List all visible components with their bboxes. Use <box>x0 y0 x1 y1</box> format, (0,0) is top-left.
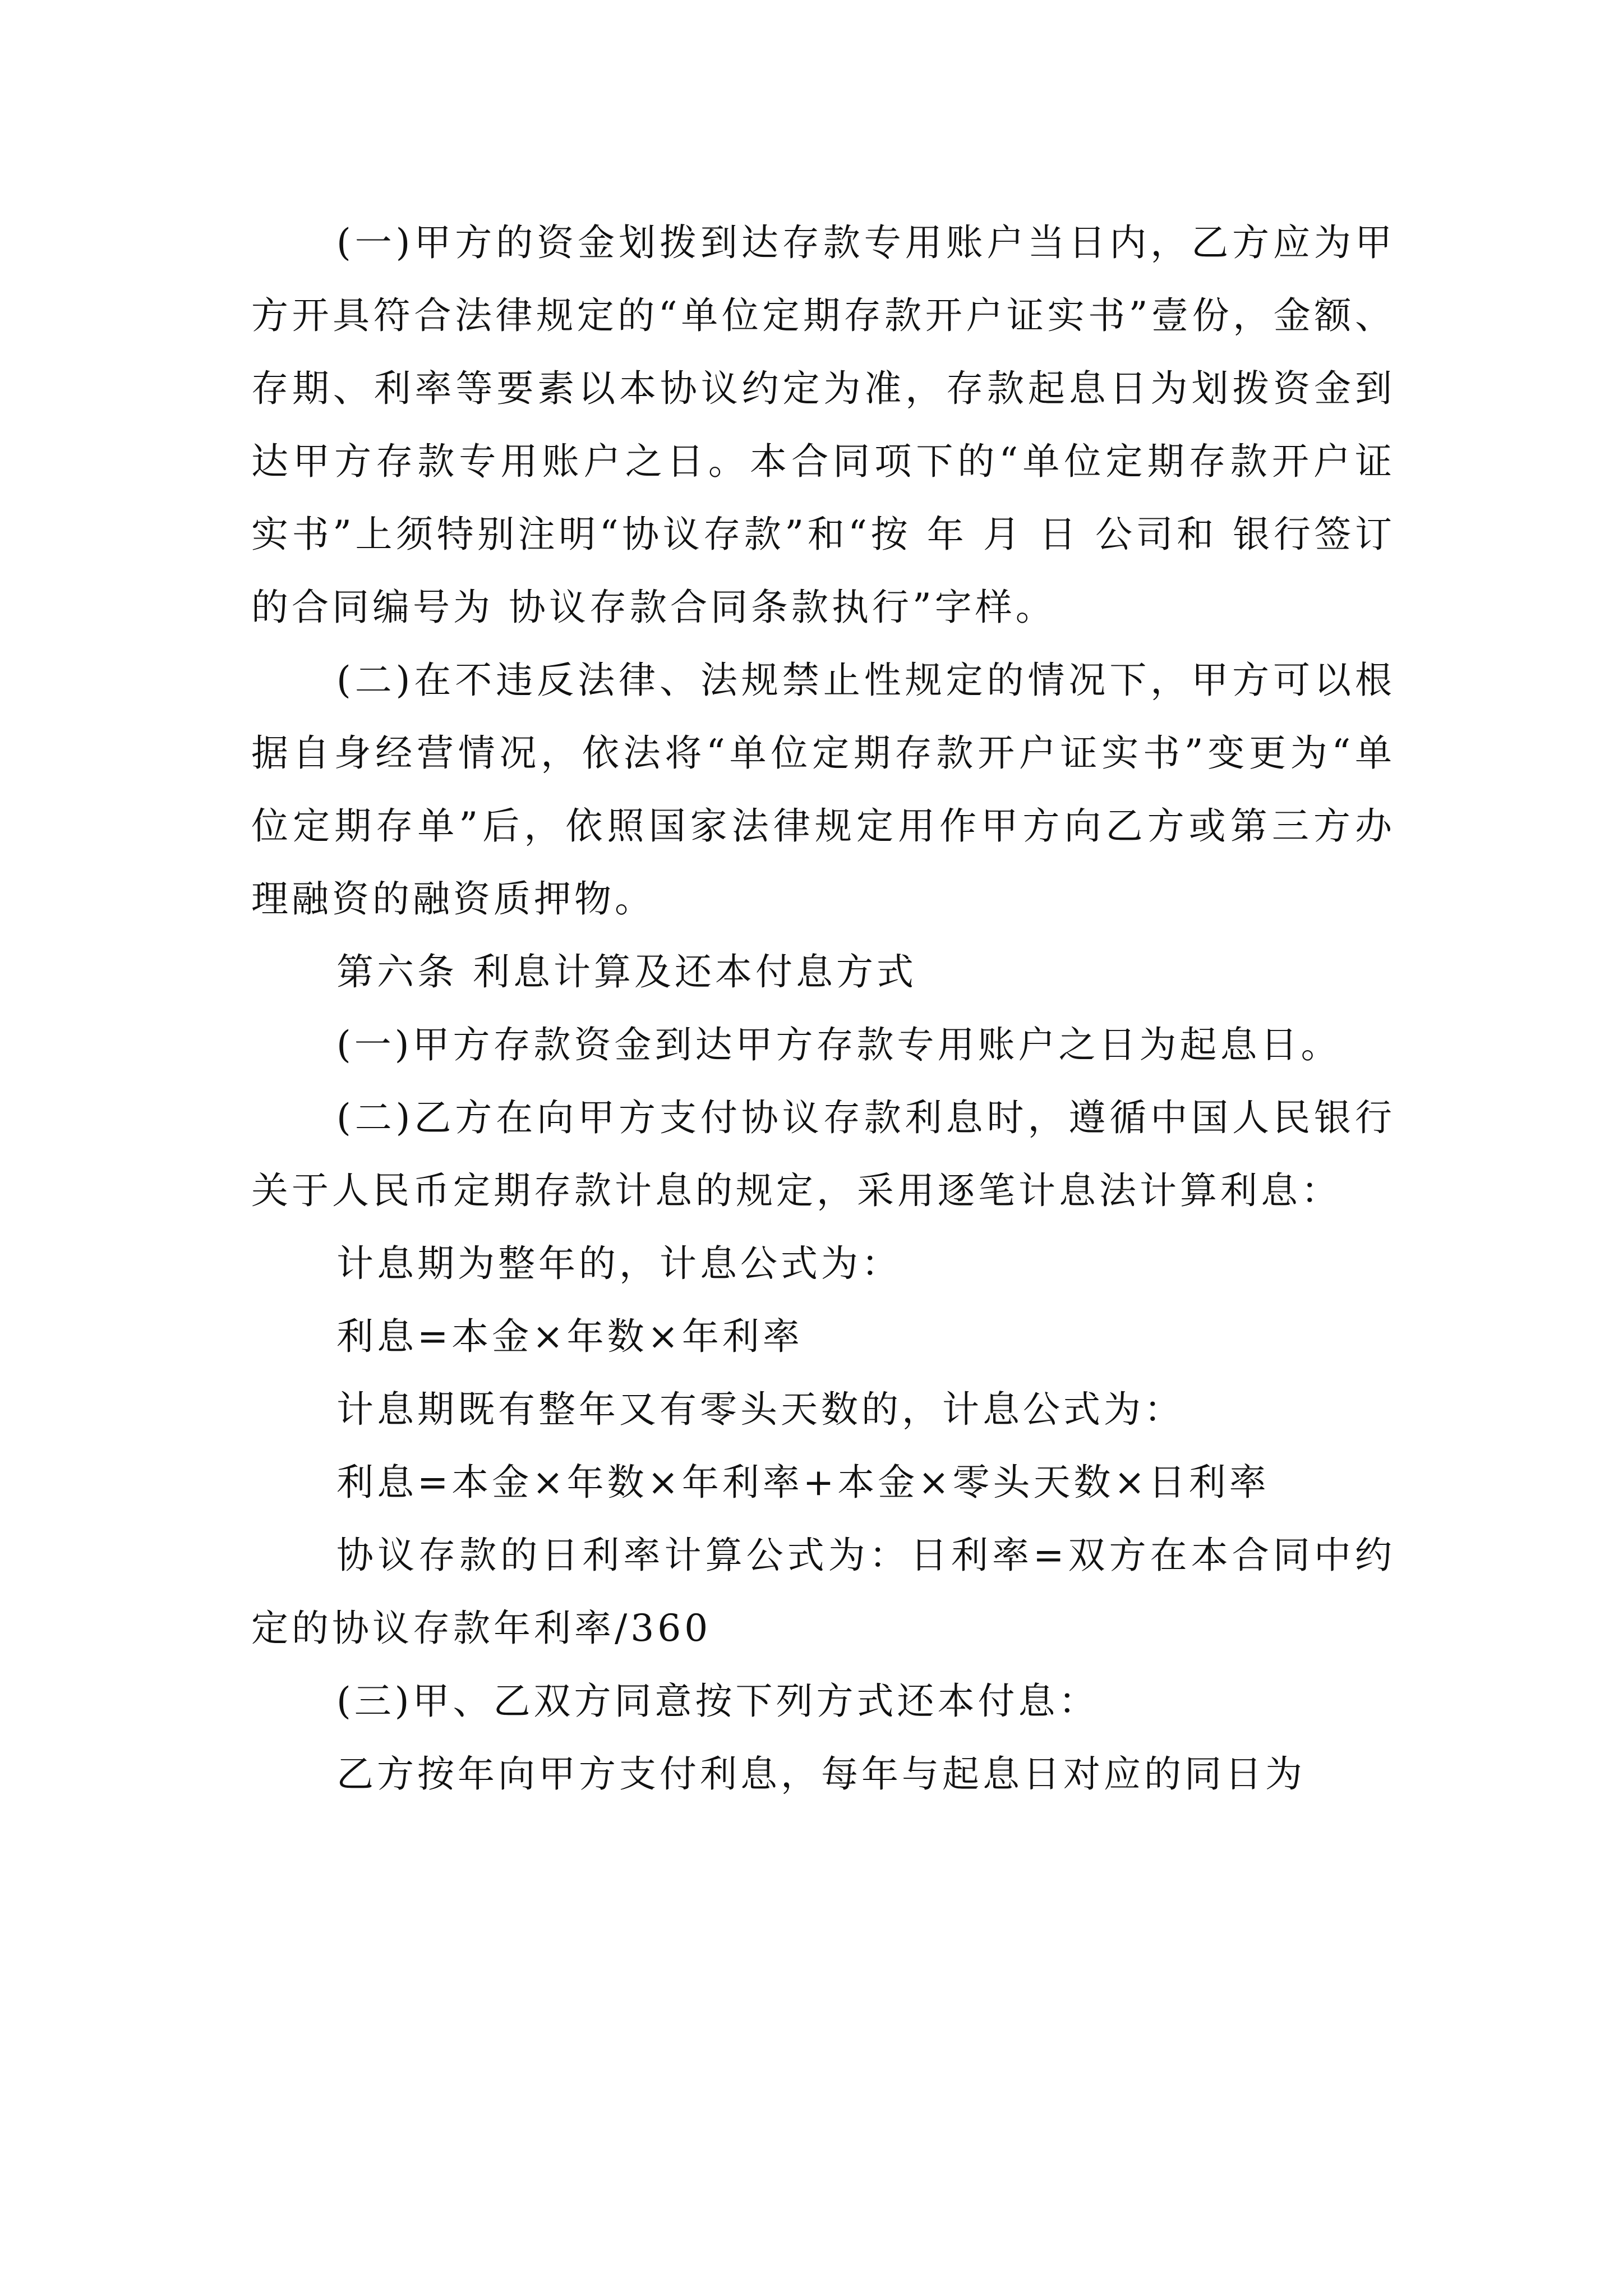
paragraph-deposit-certificate: (一)甲方的资金划拨到达存款专用账户当日内，乙方应为甲方开具符合法律规定的“单位定期存款开户证实书”壹份，金额、存期、利率等要素以本协议约定为准，存款起息日为划拨资金到达甲方存款专用账户之日。本合同项下的“单位定期存款开户证实书”上须特别注明“协议存款”和“按 年 月 日 公司和 银行签订的合同编号为 协议存款合同条款执行”字样。 <box>251 221 1395 629</box>
paragraph-value-date: (一)甲方存款资金到达甲方存款专用账户之日为起息日。 <box>336 1023 1341 1066</box>
paragraph-pledge: (二)在不违反法律、法规禁止性规定的情况下，甲方可以根据自身经营情况，依法将“单位定期存款开户证实书”变更为“单位定期存单”后，依照国家法律规定用作甲方向乙方或第三方办理融资的融资质押物。 <box>251 659 1395 921</box>
paragraph-daily-rate: 协议存款的日利率计算公式为：日利率=双方在本合同中约定的协议存款年利率/360 <box>251 1534 1395 1650</box>
paragraph-whole-year: 计息期为整年的，计息公式为： <box>336 1242 902 1285</box>
paragraph-interest-method: (二)乙方在向甲方支付协议存款利息时，遵循中国人民银行关于人民币定期存款计息的规定，采用逐笔计息法计算利息： <box>251 1096 1395 1212</box>
document-body <box>251 206 1395 1811</box>
formula-whole-year: 利息=本金×年数×年利率 <box>336 1315 803 1358</box>
paragraph-partial-year: 计息期既有整年又有零头天数的，计息公式为： <box>336 1388 1184 1431</box>
formula-partial-year: 利息=本金×年数×年利率+本金×零头天数×日利率 <box>336 1461 1270 1504</box>
paragraph-repayment: (三)甲、乙双方同意按下列方式还本付息： <box>336 1680 1099 1723</box>
article-6-heading: 第六条 利息计算及还本付息方式 <box>336 950 917 993</box>
paragraph-annual-interest: 乙方按年向甲方支付利息，每年与起息日对应的同日为 <box>336 1752 1306 1796</box>
